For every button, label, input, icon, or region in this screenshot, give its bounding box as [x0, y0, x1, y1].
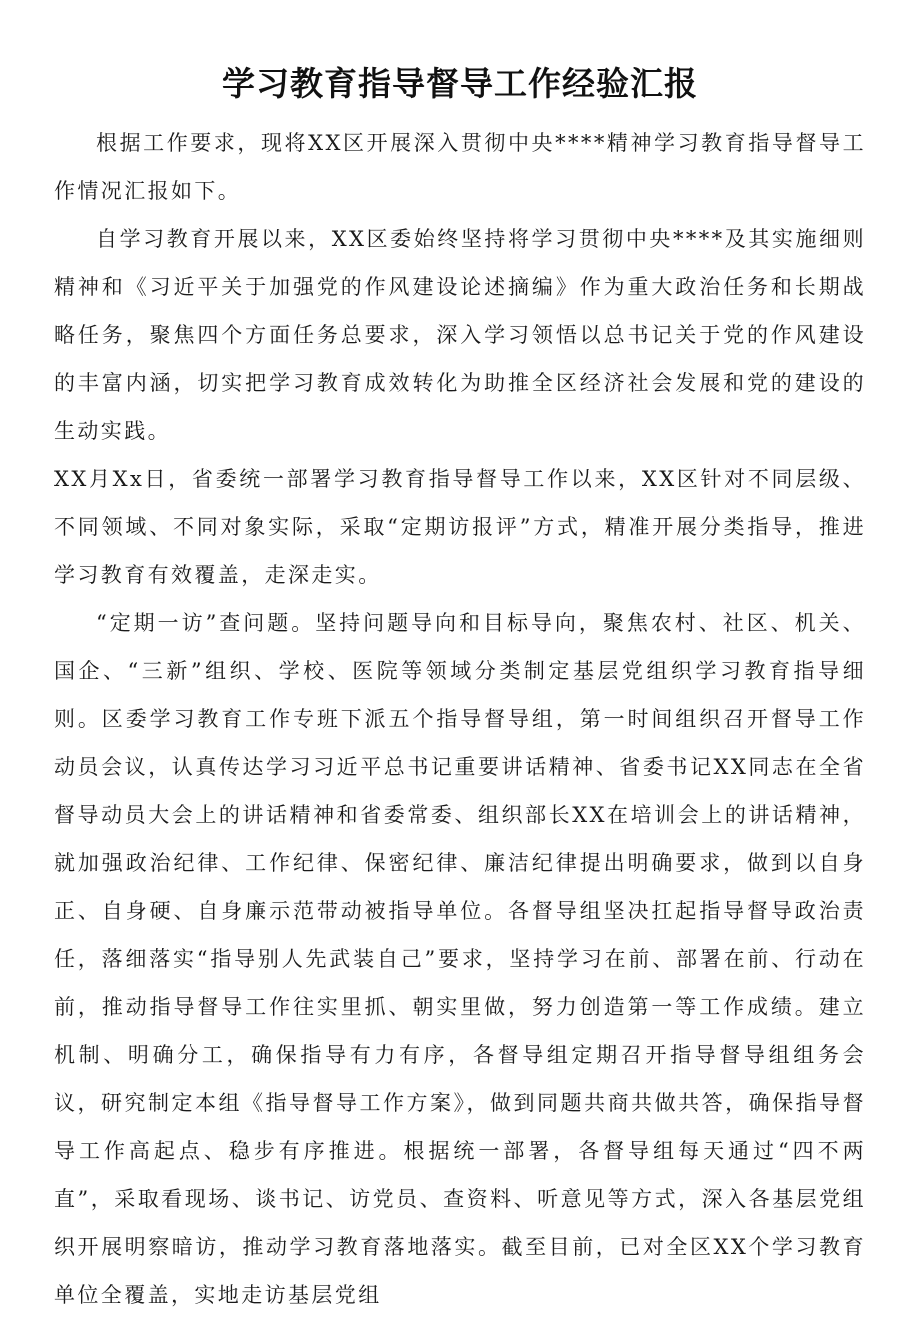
- paragraph-regular-visit: “定期一访”查问题。坚持问题导向和目标导向，聚焦农村、社区、机关、国企、“三新”组织、学校、医院等领域分类制定基层党组织学习教育指导细则。区委学习教育工作专班下派五个指导督导组，第一时间组织召开督导工作动员会议，认真传达学习习近平总书记重要讲话精神、省委书记XX同志在全省督导动员大会上的讲话精神和省委常委、组织部长XX在培训会上的讲话精神，就加强政治纪律、工作纪律、保密纪律、廉洁纪律提出明确要求，做到以自身正、自身硬、自身廉示范带动被指导单位。各督导组坚决扛起指导督导政治责任，落细落实“指导别人先武装自己”要求，坚持学习在前、部署在前、行动在前，推动指导督导工作往实里抓、朝实里做，努力创造第一等工作成绩。建立机制、明确分工，确保指导有力有序，各督导组定期召开指导督导组组务会议，研究制定本组《指导督导工作方案》，做到同题共商共做共答，确保指导督导工作高起点、稳步有序推进。根据统一部署，各督导组每天通过“四不两直”，采取看现场、谈书记、访党员、查资料、听意见等方式，深入各基层党组织开展明察暗访，推动学习教育落地落实。截至目前，已对全区XX个学习教育单位全覆盖，实地走访基层党组: [54, 611, 866, 1307]
- document-body: [54, 119, 866, 1319]
- paragraph-intro: 根据工作要求，现将XX区开展深入贯彻中央****精神学习教育指导督导工作情况汇报如下。: [54, 131, 866, 203]
- paragraph-overview: 自学习教育开展以来，XX区委始终坚持将学习贯彻中央****及其实施细则精神和《习近平关于加强党的作风建设论述摘编》作为重大政治任务和长期战略任务，聚焦四个方面任务总要求，深入学习领悟以总书记关于党的作风建设的丰富内涵，切实把学习教育成效转化为助推全区经济社会发展和党的建设的生动实践。: [54, 227, 866, 443]
- document-title: 学习教育指导督导工作经验汇报: [222, 64, 698, 103]
- paragraph-deployment: XX月Xx日，省委统一部署学习教育指导督导工作以来，XX区针对不同层级、不同领域、不同对象实际，采取“定期访报评”方式，精准开展分类指导，推进学习教育有效覆盖，走深走实。: [54, 467, 866, 587]
